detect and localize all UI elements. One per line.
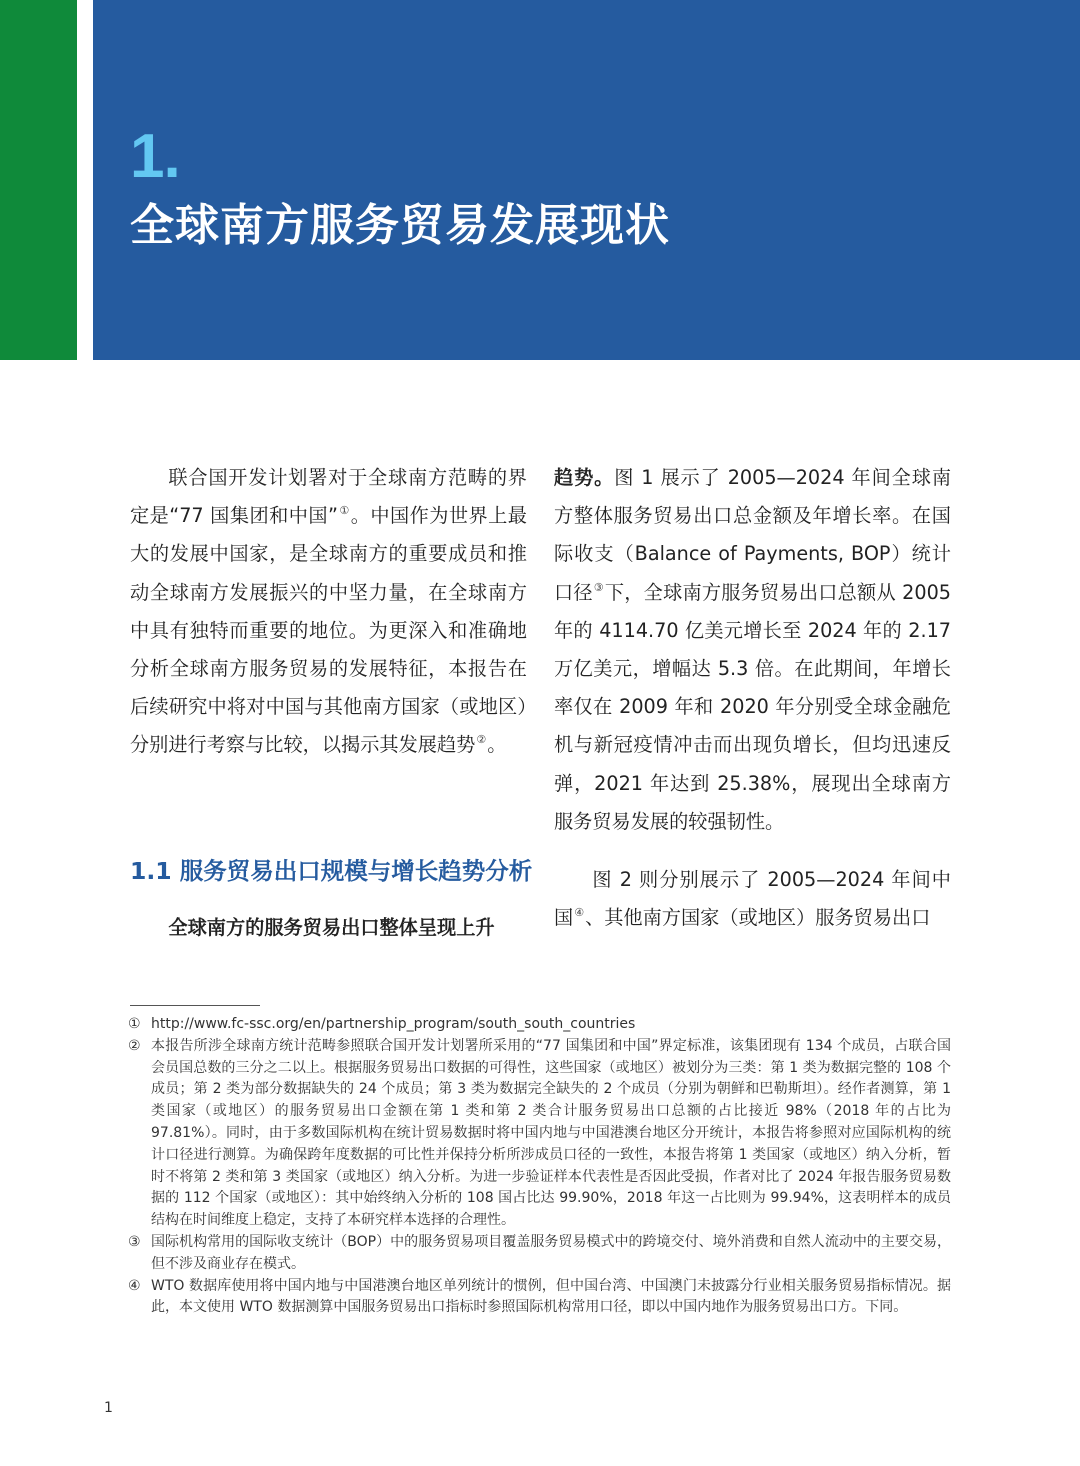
section-lead-sentence: 全球南方的服务贸易出口整体呈现上升 [168,916,495,939]
footnote-ref-4[interactable]: ④ [574,906,585,920]
footnote-item-3: ③ 国际机构常用的国际收支统计（BOP）中的服务贸易项目覆盖服务贸易模式中的跨境交付、境外消费和自然人流动中的主要交易，但不涉及商业存在模式。 [128,1233,951,1272]
footnote-ref-2[interactable]: ② [476,733,487,747]
footnotes [128,1014,951,1319]
footnote-item-1: ① http://www.fc-ssc.org/en/partnership_program/south_south_countries [128,1016,636,1032]
section-heading: 1.1 服务贸易出口规模与增长趋势分析 [130,857,533,885]
intro-paragraph: 联合国开发计划署对于全球南方范畴的界定是“77 国集团和中国”①。中国作为世界上最大的发展中国家，是全球南方的重要成员和推动全球南方发展振兴的中坚力量，在全球南方中具有独特而重要的地位。为更深入和准确地分析全球南方服务贸易的发展特征，本报告在后续研究中将对中国与其他南方国家（或地区）分别进行考察与比较，以揭示其发展趋势②。 [130,466,527,757]
footnote-ref-1[interactable]: ① [338,504,350,518]
page-number: 1 [104,1400,113,1416]
green-side-band [0,0,77,360]
footnote-item-4: ④ WTO 数据库使用将中国内地与中国港澳台地区单列统计的惯例，但中国台湾、中国澳门未披露分行业相关服务贸易指标情况。据此，本文使用 WTO 数据测算中国服务贸易出口指标时参照国际机构常用口径，即以中国内地作为服务贸易出口方。下同。 [128,1277,951,1316]
chapter-number: 1. [130,122,180,191]
chapter-header-band [93,0,1080,360]
lead-continuation: 趋势。 [554,466,615,489]
footnote-item-2: ② 本报告所涉全球南方统计范畴参照联合国开发计划署所采用的“77 国集团和中国”界定标准，该集团现有 134 个成员，占联合国会员国总数的三分之二以上。根据服务贸易出口数据的可得性，这些国家（或地区）被划分为三类：第 1 类为数据完整的 108 个成员；第 2 类为部分数据缺失的 24 个成员；第 3 类为数据完全缺失的 2 个成员（分别为朝鲜和巴勒斯坦）。经作者测算，第 1 类国家（或地区）的服务贸易出口金额在第 1 类和第 2 类合计服务贸易出口总额的占比接近 98%（2018 年的占比为 97.81%）。同时，由于多数国际机构在统计贸易数据时将中国内地与中国港澳台地区分开统计，本报告将参照对应国际机构的统计口径进行测算。为确保跨年度数据的可比性并保持分析所涉成员口径的一致性，本报告将第 1 类国家（或地区）纳入分析，暂时不将第 2 类和第 3 类国家（或地区）纳入分析。为进一步验证样本代表性是否因此受损，作者对比了 2024 年报告服务贸易数据的 112 个国家（或地区）：其中始终纳入分析的 108 国占比达 99.90%，2018 年这一占比则为 99.94%，这表明样本的成员结构在时间维度上稳定，支持了本研究样本选择的合理性。 [128,1037,951,1229]
chapter-title: 全球南方服务贸易发展现状 [130,200,670,251]
footnote-ref-3[interactable]: ③ [593,580,604,594]
footnote-divider [130,1005,260,1006]
left-column [130,459,527,765]
right-column [554,459,951,937]
section-paragraph-2: 图 2 则分别展示了 2005—2024 年间中国④、其他南方国家（或地区）服务贸易出口 [554,868,951,930]
footnote-link[interactable]: http://www.fc-ssc.org/en/partnership_program/south_south_countries [151,1016,636,1032]
section-paragraph-1: 趋势。图 1 展示了 2005—2024 年间全球南方整体服务贸易出口总金额及年增长率。在国际收支（Balance of Payments, BOP）统计口径③下，全球南方服务贸易出口总额从 2005 年的 4114.70 亿美元增长至 2024 年的 2.17 万亿美元，增幅达 5.3 倍。在此期间，年增长率仅在 2009 年和 2020 年分别受全球金融危机与新冠疫情冲击而出现负增长，但均迅速反弹，2021 年达到 25.38%，展现出全球南方服务贸易发展的较强韧性。 [554,466,952,833]
